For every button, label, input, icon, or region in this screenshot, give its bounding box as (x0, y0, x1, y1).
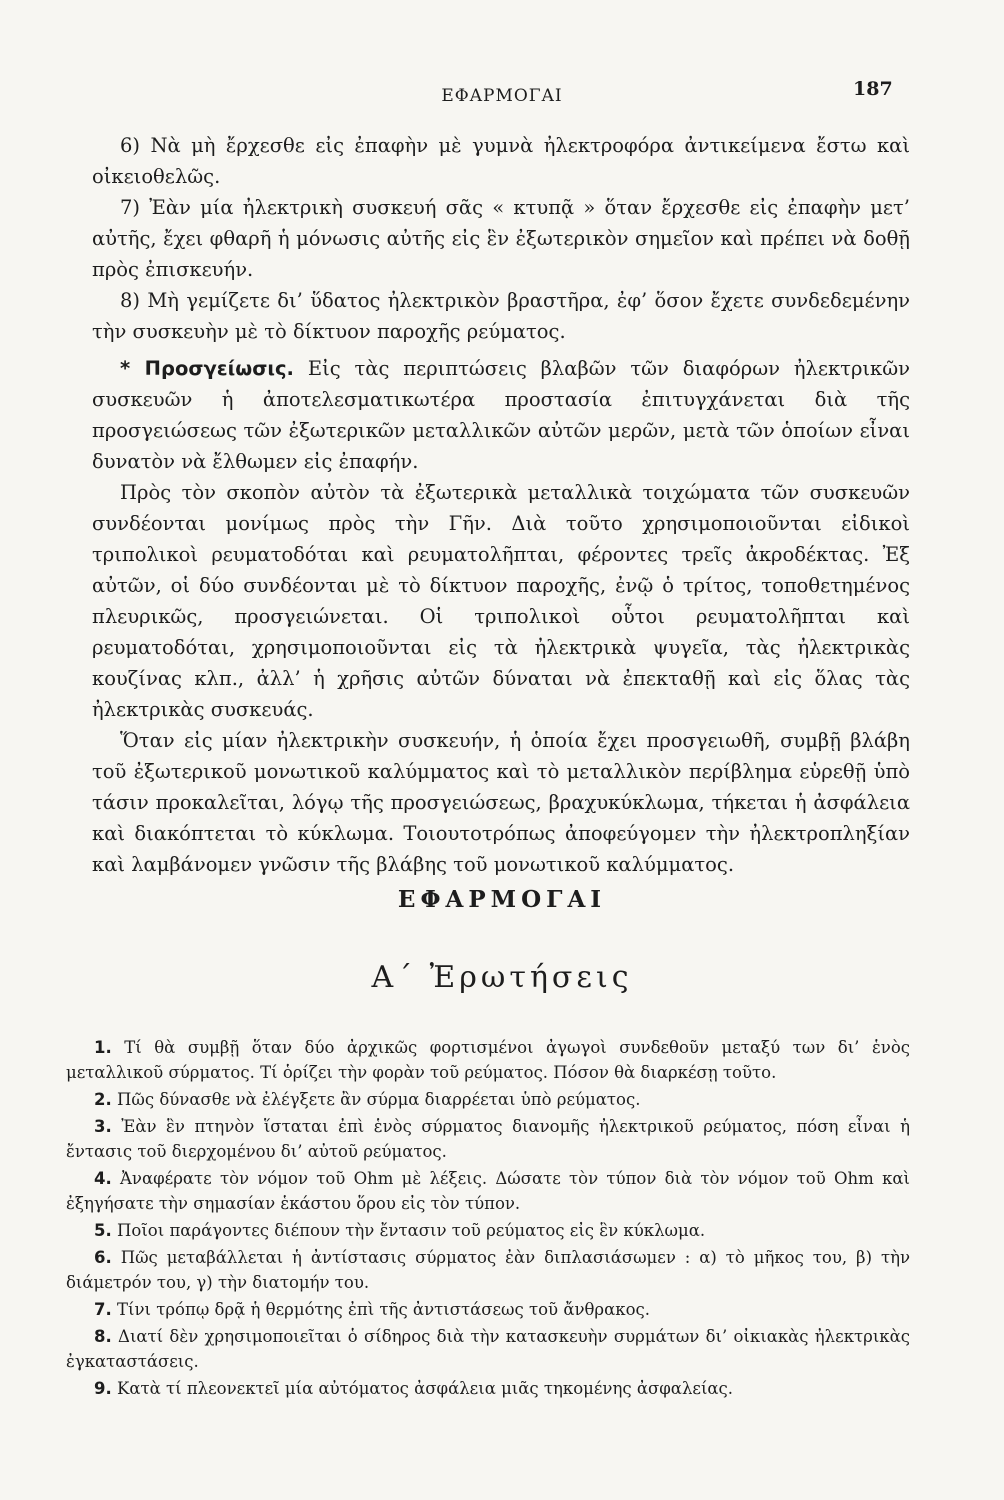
question-number: 2. (94, 1090, 112, 1109)
question-number: 3. (94, 1117, 112, 1136)
grounding-fault-paragraph: Ὅταν εἰς μίαν ἠλεκτρικὴν συσκευήν, ἡ ὁποία ἔχει προσγειωθῆ, συμβῇ βλάβη τοῦ ἐξωτερικοῦ μονωτικοῦ καλύμματος καὶ τὸ μεταλλικὸν περίβλημα εὑρεθῇ ὑπὸ τάσιν προκαλεῖται, λόγῳ τῆς προσγειώσεως, βραχυκύκλωμα, τήκεται ἡ ἀσφάλεια καὶ διακόπτεται τὸ κύκλωμα. Τοιουτοτρόπως ἀποφεύγομεν τὴν ἠλεκτροπληξίαν καὶ λαμβάνομεν γνῶσιν τῆς βλάβης τοῦ μονωτικοῦ καλύμματος. (92, 729, 910, 876)
section-subtitle: Α΄ Ἐρωτήσεις (371, 960, 633, 995)
question-text: Διατί δὲν χρησιμοποιεῖται ὁ σίδηρος διὰ τὴν κατασκευὴν συρμάτων δι’ οἰκιακὰς ἠλεκτρικὰς ἐγκαταστάσεις. (66, 1327, 910, 1371)
question-text: Ποῖοι παράγοντες διέπουν τὴν ἔντασιν τοῦ ρεύματος εἰς ἓν κύκλωμα. (117, 1221, 706, 1240)
questions-list (66, 1035, 910, 1403)
grounding-heading: * Προσγείωσις. (120, 357, 294, 380)
question-text: Κατὰ τί πλεονεκτεῖ μία αὐτόματος ἀσφάλεια μιᾶς τηκομένης ἀσφαλείας. (117, 1379, 734, 1398)
page-body (92, 130, 910, 880)
question-item (66, 1376, 910, 1401)
paragraph-item-7: 7) Ἐὰν μία ἠλεκτρικὴ συσκευή σᾶς « κτυπᾷ » ὅταν ἔρχεσθε εἰς ἐπαφὴν μετ’ αὐτῆς, ἔχει φθαρῆ ἡ μόνωσις αὐτῆς εἰς ἓν ἐξωτερικὸν σημεῖον καὶ πρέπει νὰ δοθῇ πρὸς ἐπισκευήν. (92, 196, 910, 281)
paragraph-item-6: 6) Νὰ μὴ ἔρχεσθε εἰς ἐπαφὴν μὲ γυμνὰ ἠλεκτροφόρα ἀντικείμενα ἔστω καὶ οἰκειοθελῶς. (92, 134, 910, 188)
running-head: ΕΦΑΡΜΟΓΑΙ (441, 86, 563, 106)
question-item (66, 1245, 910, 1295)
section-title: ΕΦΑΡΜΟΓΑΙ (397, 886, 607, 913)
question-item (66, 1324, 910, 1374)
grounding-paragraph (92, 353, 910, 477)
question-text: Πῶς μεταβάλλεται ἡ ἀντίστασις σύρματος ἐὰν διπλασιάσωμεν : α) τὸ μῆκος του, β) τὴν διάμετρόν του, γ) τὴν διατομήν του. (66, 1248, 910, 1292)
question-number: 5. (94, 1221, 112, 1240)
question-number: 6. (94, 1248, 112, 1267)
question-number: 4. (94, 1169, 112, 1188)
question-text: Πῶς δύνασθε νὰ ἐλέγξετε ἂν σύρμα διαρρέεται ὑπὸ ρεύματος. (117, 1090, 641, 1109)
question-item (66, 1166, 910, 1216)
question-text: Ἀναφέρατε τὸν νόμον τοῦ Ohm μὲ λέξεις. Δώσατε τὸν τύπον διὰ τὸν νόμον τοῦ Ohm καὶ ἐξηγήσατε τὴν σημασίαν ἑκάστου ὅρου εἰς τὸν τύπον. (66, 1169, 911, 1213)
question-text: Ἐὰν ἓν πτηνὸν ἵσταται ἐπὶ ἑνὸς σύρματος διανομῆς ἠλεκτρικοῦ ρεύματος, πόση εἶναι ἡ ἔντασις τοῦ διερχομένου δι’ αὐτοῦ ρεύματος. (66, 1117, 910, 1161)
question-number: 7. (94, 1300, 112, 1319)
question-item (66, 1035, 910, 1085)
question-text: Τίνι τρόπῳ δρᾷ ἡ θερμότης ἐπὶ τῆς ἀντιστάσεως τοῦ ἄνθρακος. (117, 1300, 651, 1319)
grounding-text: Εἰς τὰς περιπτώσεις βλαβῶν τῶν διαφόρων ἠλεκτρικῶν συσκευῶν ἡ ἀποτελεσματικωτέρα προστασία ἐπιτυγχάνεται διὰ τῆς προσγειώσεως τῶν ἐξωτερικῶν μεταλλικῶν αὐτῶν μερῶν, μετὰ τῶν ὁποίων εἶναι δυνατὸν νὰ ἔλθωμεν εἰς ἐπαφήν. (92, 357, 910, 473)
question-item (66, 1087, 910, 1112)
question-item (66, 1297, 910, 1322)
question-item (66, 1218, 910, 1243)
question-number: 8. (94, 1327, 112, 1346)
grounding-detail-paragraph: Πρὸς τὸν σκοπὸν αὐτὸν τὰ ἐξωτερικὰ μεταλλικὰ τοιχώματα τῶν συσκευῶν συνδέονται μονίμως πρὸς τὴν Γῆν. Διὰ τοῦτο χρησιμοποιοῦνται εἰδικοὶ τριπολικοὶ ρευματοδόται καὶ ρευματολῆπται, φέροντες τρεῖς ἀκροδέκτας. Ἐξ αὐτῶν, οἱ δύο συνδέονται μὲ τὸ δίκτυον παροχῆς, ἐνῷ ὁ τρίτος, τοποθετημένος πλευρικῶς, προσγειώνεται. Οἱ τριπολικοὶ οὗτοι ρευματολῆπται καὶ ρευματοδόται, χρησιμοποιοῦνται εἰς τὰ ἠλεκτρικὰ ψυγεῖα, τὰς ἠλεκτρικὰς κουζίνας κλπ., ἀλλ’ ἡ χρῆσις αὐτῶν δύναται νὰ ἐπεκταθῇ καὶ εἰς ὅλας τὰς ἠλεκτρικὰς συσκευάς. (92, 481, 910, 721)
paragraph-item-8: 8) Μὴ γεμίζετε δι’ ὕδατος ἠλεκτρικὸν βραστῆρα, ἐφ’ ὅσον ἔχετε συνδεδεμένην τὴν συσκευὴν μὲ τὸ δίκτυον παροχῆς ρεύματος. (92, 289, 910, 343)
question-item (66, 1114, 910, 1164)
question-number: 9. (94, 1379, 112, 1398)
page-number: 187 (853, 78, 893, 100)
question-text: Τί θὰ συμβῇ ὅταν δύο ἀρχικῶς φορτισμένοι ἀγωγοὶ συνδεθοῦν μεταξύ των δι’ ἑνὸς μεταλλικοῦ σύρματος. Τί ὁρίζει τὴν φορὰν τοῦ ρεύματος. Πόσον θὰ διαρκέσῃ τοῦτο. (66, 1038, 910, 1082)
question-number: 1. (94, 1038, 112, 1057)
